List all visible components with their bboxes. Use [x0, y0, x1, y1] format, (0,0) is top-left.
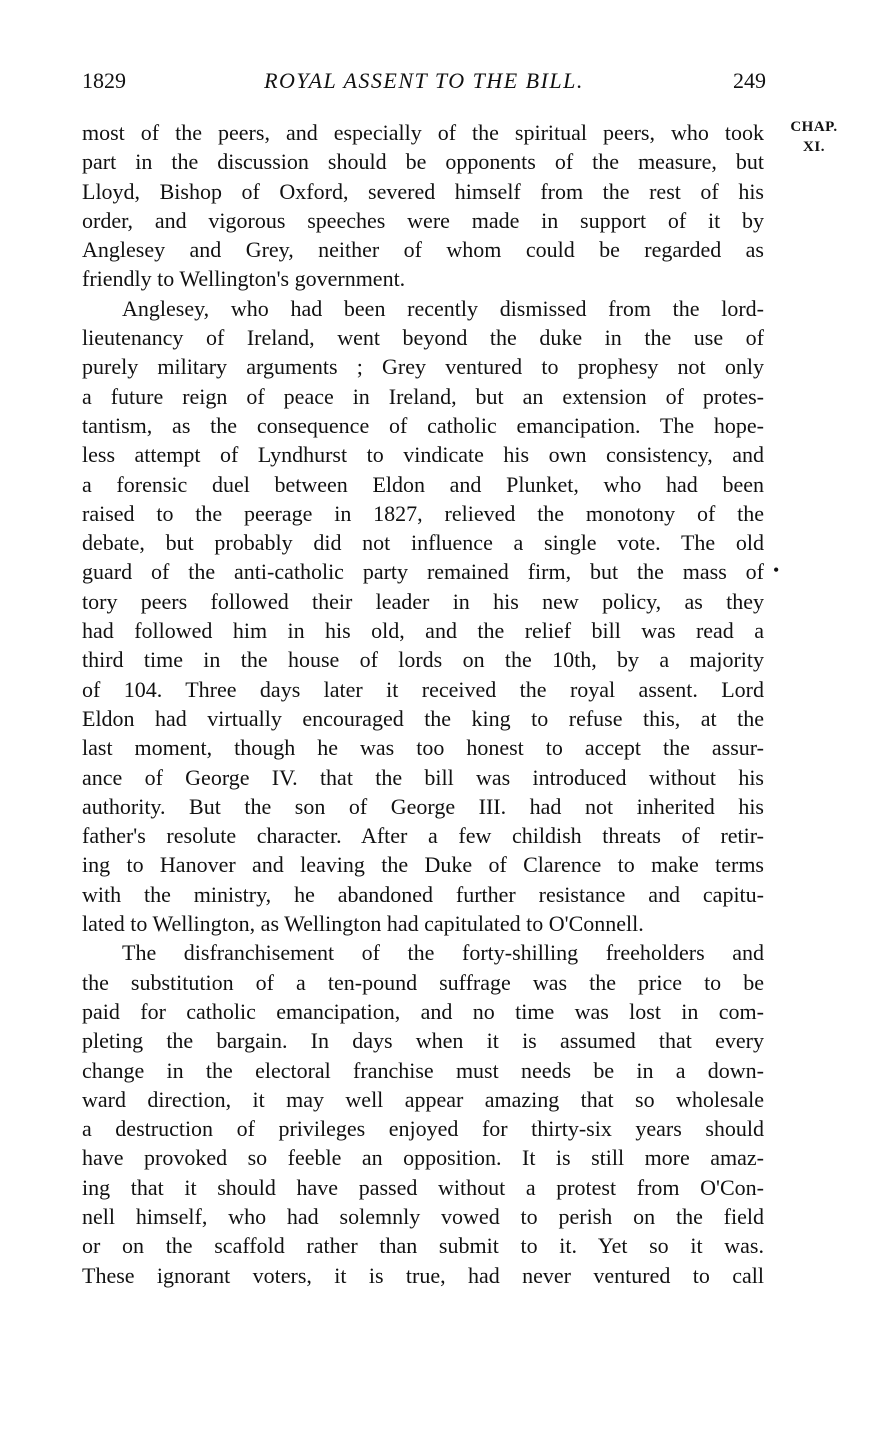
text-line: pleting the bargain. In days when it is assumed that every: [82, 1028, 764, 1054]
chapter-margin-note: [774, 117, 854, 157]
text-line: third time in the house of lords on the 10th, by a majority: [82, 647, 764, 673]
paragraph-1: [82, 118, 764, 294]
text-line: ing to Hanover and leaving the Duke of Clarence to make terms: [82, 852, 764, 878]
text-line: raised to the peerage in 1827, relieved the monotony of the: [82, 500, 764, 526]
paragraph-3: [82, 938, 764, 1290]
text-line: less attempt of Lyndhurst to vindicate his own consistency, and: [82, 442, 764, 468]
text-line: a destruction of privileges enjoyed for thirty-six years should: [82, 1116, 764, 1142]
text-line: father's resolute character. After a few childish threats of retir-: [82, 823, 764, 849]
text-line: tantism, as the consequence of catholic emancipation. The hope-: [82, 412, 764, 438]
text-line: the substitution of a ten-pound suffrage was the price to be: [82, 969, 764, 995]
text-line: change in the electoral franchise must needs be in a down-: [82, 1057, 764, 1083]
text-line: authority. But the son of George III. had not inherited his: [82, 793, 764, 819]
header-title: ROYAL ASSENT TO THE BILL.: [264, 68, 584, 93]
text-line: nell himself, who had solemnly vowed to perish on the field: [82, 1203, 764, 1229]
text-line: lated to Wellington, as Wellington had capitulated to O'Connell.: [82, 911, 644, 937]
text-line: guard of the anti-catholic party remained firm, but the mass of: [82, 559, 764, 585]
text-line: have provoked so feeble an opposition. It is still more amaz-: [82, 1145, 764, 1171]
text-line: or on the scaffold rather than submit to it. Yet so it was.: [82, 1233, 764, 1259]
text-line: ance of George IV. that the bill was introduced without his: [82, 764, 764, 790]
text-line: ing that it should have passed without a protest from O'Con-: [82, 1174, 764, 1200]
text-line: debate, but probably did not influence a single vote. The old: [82, 530, 764, 556]
text-line: a forensic duel between Eldon and Plunket, who had been: [82, 471, 764, 497]
text-line: with the ministry, he abandoned further resistance and capitu-: [82, 881, 764, 907]
text-line: part in the discussion should be opponents of the measure, but: [82, 149, 764, 175]
text-line: These ignorant voters, it is true, had never ventured to call: [82, 1262, 764, 1288]
text-line: a future reign of peace in Ireland, but an extension of protes-: [82, 383, 764, 409]
text-line: ward direction, it may well appear amazing that so wholesale: [82, 1086, 764, 1112]
chapter-label: CHAP.: [790, 119, 838, 135]
text-line: had followed him in his old, and the relief bill was read a: [82, 618, 764, 644]
text-line: order, and vigorous speeches were made in support of it by: [82, 207, 764, 233]
text-line: of 104. Three days later it received the royal assent. Lord: [82, 676, 764, 702]
text-line: Anglesey, who had been recently dismissed from the lord-: [122, 295, 764, 321]
text-line: purely military arguments ; Grey ventured to prophesy not only: [82, 354, 764, 380]
margin-dot: •: [773, 560, 780, 580]
text-line: Lloyd, Bishop of Oxford, severed himself from the rest of his: [82, 178, 764, 204]
text-line: tory peers followed their leader in his new policy, as they: [82, 588, 764, 614]
text-line: The disfranchisement of the forty-shilling freeholders and: [122, 940, 764, 966]
chapter-number: XI.: [803, 139, 825, 155]
text-line: last moment, though he was too honest to accept the assur-: [82, 735, 764, 761]
body-text: [82, 118, 764, 1290]
text-line: most of the peers, and especially of the spiritual peers, who took: [82, 120, 764, 145]
header-year: 1829: [82, 68, 126, 93]
text-line: Eldon had virtually encouraged the king to refuse this, at the: [82, 705, 764, 731]
paragraph-2: [82, 294, 764, 939]
page-number: 249: [733, 68, 766, 93]
text-line: paid for catholic emancipation, and no time was lost in com-: [82, 998, 764, 1024]
text-line: Anglesey and Grey, neither of whom could be regarded as: [82, 237, 764, 263]
text-line: lieutenancy of Ireland, went beyond the duke in the use of: [82, 325, 764, 351]
running-head: [82, 66, 766, 96]
text-line: friendly to Wellington's government.: [82, 266, 406, 292]
